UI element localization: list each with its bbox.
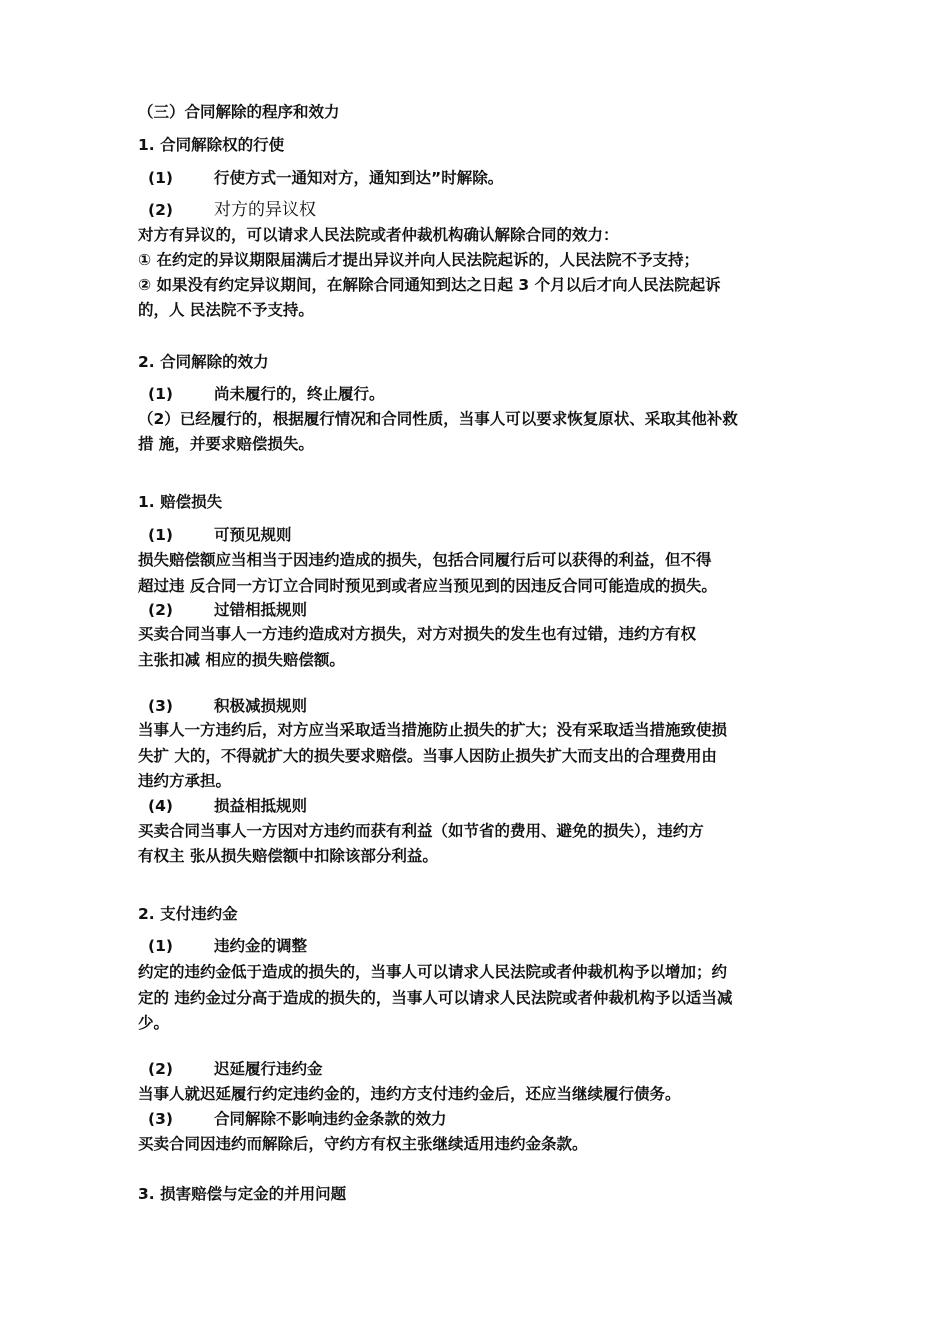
paragraph-line: 损失赔偿额应当相当于因违约造成的损失，包括合同履行后可以获得的利益，但不得 xyxy=(138,551,712,569)
paragraph-line: 对方有异议的，可以请求人民法院或者仲裁机构确认解除合同的效力： xyxy=(138,226,619,244)
paragraph-line: 违约方承担。 xyxy=(138,772,232,790)
subsection-heading: 2. 合同解除的效力 xyxy=(138,353,269,371)
list-item: (2) 对方的异议权 xyxy=(148,200,316,220)
list-item: (3) 积极减损规则 xyxy=(148,697,308,715)
paragraph-line: 当事人就迟延履行约定违约金的，违约方支付违约金后，还应当继续履行债务。 xyxy=(138,1085,681,1103)
subsection-heading: 3. 损害赔偿与定金的并用问题 xyxy=(138,1185,347,1203)
paragraph-line: 的，人 民法院不予支持。 xyxy=(138,301,314,319)
paragraph-line: 买卖合同因违约而解除后，守约方有权主张继续适用违约金条款。 xyxy=(138,1135,588,1153)
list-item: (2) 过错相抵规则 xyxy=(148,601,308,619)
paragraph-line: 主张扣减 相应的损失赔偿额。 xyxy=(138,651,345,669)
paragraph-line: ① 在约定的异议期限届满后才提出异议并向人民法院起诉的，人民法院不予支持； xyxy=(138,251,700,269)
paragraph-line: 当事人一方违约后，对方应当采取适当措施防止损失的扩大；没有采取适当措施致使损 xyxy=(138,721,728,739)
paragraph-line: 约定的违约金低于造成的损失的，当事人可以请求人民法院或者仲裁机构予以增加；约 xyxy=(138,963,728,981)
paragraph-line: 有权主 张从损失赔偿额中扣除该部分利益。 xyxy=(138,847,438,865)
list-item: (2) 迟延履行违约金 xyxy=(148,1060,323,1078)
list-item: (3) 合同解除不影响违约金条款的效力 xyxy=(148,1110,447,1128)
paragraph-line: （2）已经履行的，根据履行情况和合同性质，当事人可以要求恢复原状、采取其他补救 xyxy=(138,410,738,428)
paragraph-line: 买卖合同当事人一方违约造成对方损失，对方对损失的发生也有过错，违约方有权 xyxy=(138,625,697,643)
list-item: (4) 损益相抵规则 xyxy=(148,797,308,815)
paragraph-line: 超过违 反合同一方订立合同时预见到或者应当预见到的因违反合同可能造成的损失。 xyxy=(138,577,717,595)
list-item: (1) 违约金的调整 xyxy=(148,937,308,955)
paragraph-line: 定的 违约金过分高于造成的损失的，当事人可以请求人民法院或者仲裁机构予以适当减 xyxy=(138,989,733,1007)
section-heading: （三）合同解除的程序和效力 xyxy=(138,103,340,121)
list-item: (1) 尚未履行的，终止履行。 xyxy=(148,385,385,403)
paragraph-line: 措 施，并要求赔偿损失。 xyxy=(138,435,314,453)
subsection-heading: 2. 支付违约金 xyxy=(138,905,238,923)
paragraph-line: ② 如果没有约定异议期间，在解除合同通知到达之日起 3 个月以后才向人民法院起诉 xyxy=(138,276,721,294)
paragraph-line: 失扩 大的，不得就扩大的损失要求赔偿。当事人因防止损失扩大而支出的合理费用由 xyxy=(138,747,717,765)
subsection-heading: 1. 赔偿损失 xyxy=(138,493,223,511)
paragraph-line: 买卖合同当事人一方因对方违约而获有利益（如节省的费用、避免的损失），违约方 xyxy=(138,822,704,840)
paragraph-line: 少。 xyxy=(138,1014,170,1032)
list-item: (1) 行使方式一通知对方，通知到达”时解除。 xyxy=(148,169,504,187)
subsection-heading: 1. 合同解除权的行使 xyxy=(138,136,285,154)
list-item: (1) 可预见规则 xyxy=(148,526,292,544)
